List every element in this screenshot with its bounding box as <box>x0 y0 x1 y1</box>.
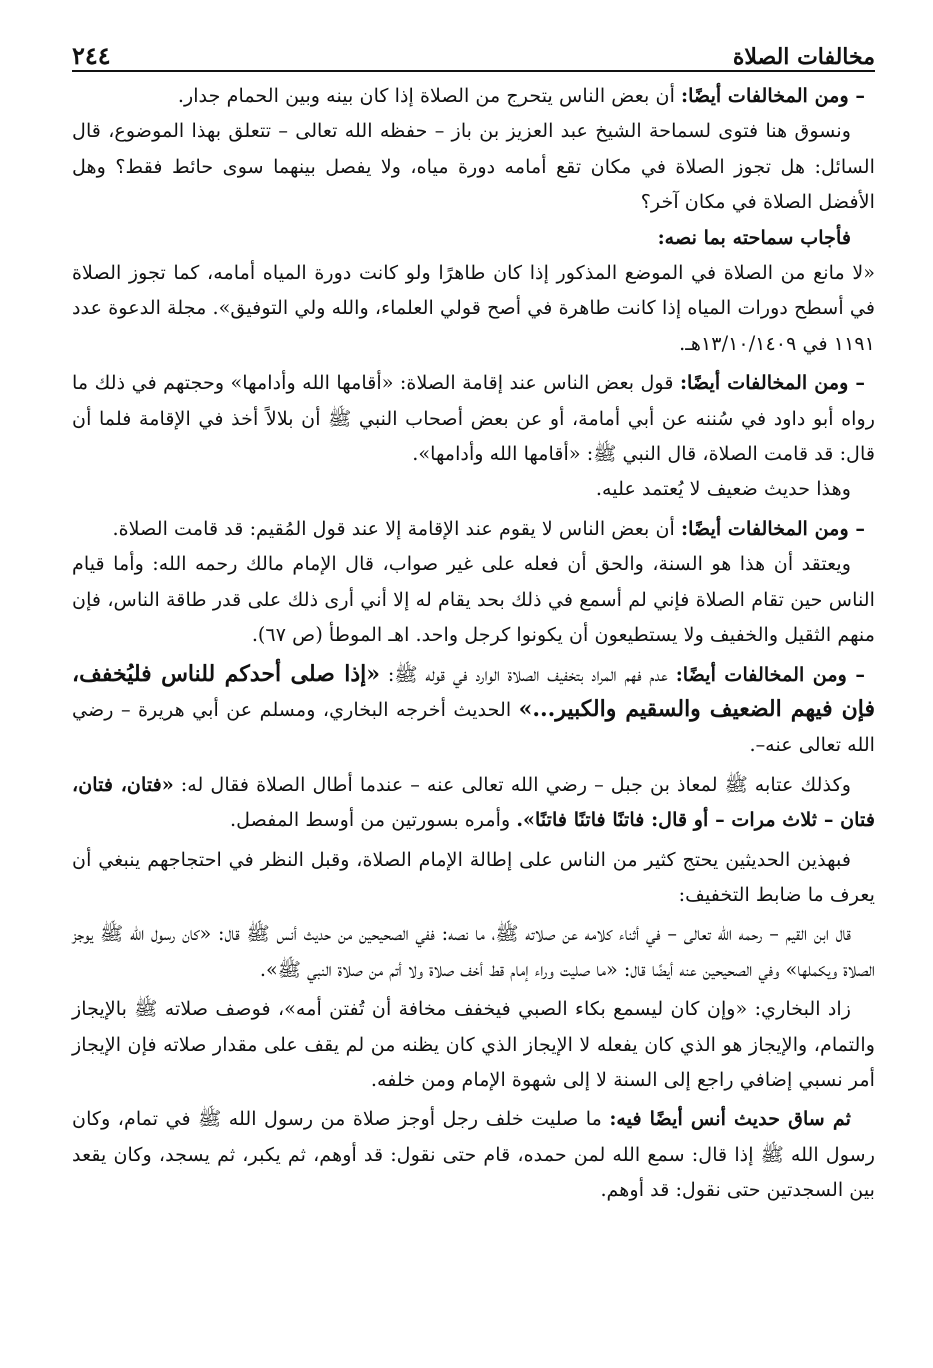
paragraph-text: أن بعض الناس لا يقوم عند الإقامة إلا عند قول المُقيم: قد قامت الصلاة. <box>112 516 681 540</box>
paragraph-13 <box>72 991 875 1097</box>
paragraph-text: ويعتقد أن هذا هو السنة، والحق أن فعله على غير صواب، قال الإمام مالك رحمه الله: وأما قيام الناس حين تقام الصلاة فإني لم أسمع في ذلك بحد يقام له إلا أني أرى ذلك على قدر طاقة الناس، فإن منهم الثقيل والخفيف ولا يستطيعون أن يكونوا كرجل واحد. اهـ الموطأ (ص ٦٧). <box>72 552 875 647</box>
section-lead: ثم ساق حديث أنس أيضًا فيه: <box>609 1107 851 1131</box>
section-lead: – ومن المخالفات أيضًا: <box>681 84 865 107</box>
paragraph-text: وأمره بسورتين من أوسط المفصل. <box>229 808 517 832</box>
paragraph-text: وكذلك عتابه ﷺ لمعاذ بن جبل – رضي الله تعالى عنه – عندما أطال الصلاة فقال له: <box>173 772 851 796</box>
paragraph-text: ونسوق هنا فتوى لسماحة الشيخ عبد العزيز بن باز – حفظه الله تعالى – تتعلق بهذا الموضوع، قال السائل: هل تجوز الصلاة في مكان تقع أمامه دورة مياه، ولا يفصل بينهما سوى حائط فقط؟ وهل الأفضل الصلاة في مكان آخر؟ <box>72 119 875 214</box>
page-header <box>72 34 875 72</box>
fatwa-quote: «لا مانع من الصلاة في الموضع المذكور إذا كان طاهرًا ولو كانت دورة المياه أمامه، كما تجوز الصلاة في أسطح دورات المياه إذا كانت طاهرة في أصح قولي العلماء، والله ولي التوفيق». مجلة الدعوة عدد ١١٩١ في ١٣/١٠/١٤٠٩هـ. <box>72 261 875 355</box>
section-lead: – ومن المخالفات أيضًا: <box>679 371 865 395</box>
paragraph-10 <box>72 767 875 838</box>
paragraph-4 <box>72 255 875 361</box>
paragraph-text: قال ابن القيم – رحمه الله تعالى – في أثناء كلامه عن صلاته ﷺ، ما نصه: ففي الصحيحين من حديث أنس ﷺ قال: «كان رسول الله ﷺ يوجز الصلاة ويكملها» وفي الصحيحين عنه أيضًا قال: «ما صليت وراء إمام قط أخف صلاة ولا أتم من صلاة النبي ﷺ». <box>72 922 875 981</box>
paragraph-7 <box>72 511 875 546</box>
paragraph-9 <box>72 657 875 763</box>
page-content <box>72 78 875 1208</box>
paragraph-text: أن بعض الناس يتحرج من الصلاة إذا كان بينه وبين الحمام جدار. <box>177 84 681 107</box>
paragraph-5 <box>72 365 875 471</box>
paragraph-2 <box>72 113 875 219</box>
paragraph-text: فبهذين الحديثين يحتج كثير من الناس على إطالة الإمام الصلاة، وقبل النظر في احتجاجهم ينبغي أن يعرف ما ضابط التخفيف: <box>72 847 875 906</box>
paragraph-14 <box>72 1101 875 1207</box>
hadith-quote: «فتان، فتان، فتان – ثلاث مرات – أو قال: فاتنًا فاتنًا فاتنًا». <box>72 772 875 832</box>
paragraph-6 <box>72 471 875 506</box>
section-lead: – ومن المخالفات أيضًا: <box>675 662 865 686</box>
document-page <box>72 34 875 1208</box>
running-title: مخالفات الصلاة <box>732 44 875 70</box>
paragraph-text: قول بعض الناس عند إقامة الصلاة: «أقامها الله وأدامها» وحجتهم في ذلك ما رواه أبو داود في سُننه عن أبي أمامة، أو عن بعض أصحاب النبي ﷺ أن بلالاً أخذ في الإقامة فلما أن قال: قد قامت الصلاة، قال النبي ﷺ: «أقامها الله وأدامها». <box>72 371 875 466</box>
hadith-quote: «إذا صلى أحدكم للناس فليُخفف، فإن فيهم الضعيف والسقيم والكبير...» <box>72 660 875 722</box>
paragraph-text: فأجاب سماحته بما نصه: <box>657 225 851 249</box>
paragraph-text: الحديث أخرجه البخاري، ومسلم عن أبي هريرة – رضي الله تعالى عنه–. <box>72 697 875 757</box>
page-number: ٢٤٤ <box>72 41 111 70</box>
paragraph-3 <box>72 220 875 255</box>
paragraph-text: عدم فهم المراد بتخفيف الصلاة الوارد في قوله ﷺ: <box>379 662 676 686</box>
paragraph-8 <box>72 546 875 652</box>
section-lead: – ومن المخالفات أيضًا: <box>681 516 865 540</box>
paragraph-text: وهذا حديث ضعيف لا يُعتمد عليه. <box>595 477 851 501</box>
paragraph-text: ما صليت خلف رجل أوجز صلاة من رسول الله ﷺ في تمام، وكان رسول الله ﷺ إذا قال: سمع الله لمن حمده، قام حتى نقول: قد أوهم، ثم يكبر، ثم يسجد، وكان يقعد بين السجدتين حتى نقول: قد أوهم. <box>72 1107 875 1202</box>
paragraph-1 <box>72 78 875 113</box>
paragraph-12 <box>72 916 875 987</box>
paragraph-text: زاد البخاري: «وإن كان ليسمع بكاء الصبي فيخفف مخافة أن تُفتن أمه»، فوصف صلاته ﷺ بالإيجاز والتمام، والإيجاز هو الذي كان يفعله لا الإيجاز الذي كان يظنه من لم يقف على مقدار صلاته فإن الإيجاز أمر نسبي إضافي راجع إلى السنة لا إلى شهوة الإمام ومن خلفه. <box>72 997 875 1091</box>
paragraph-11 <box>72 842 875 913</box>
